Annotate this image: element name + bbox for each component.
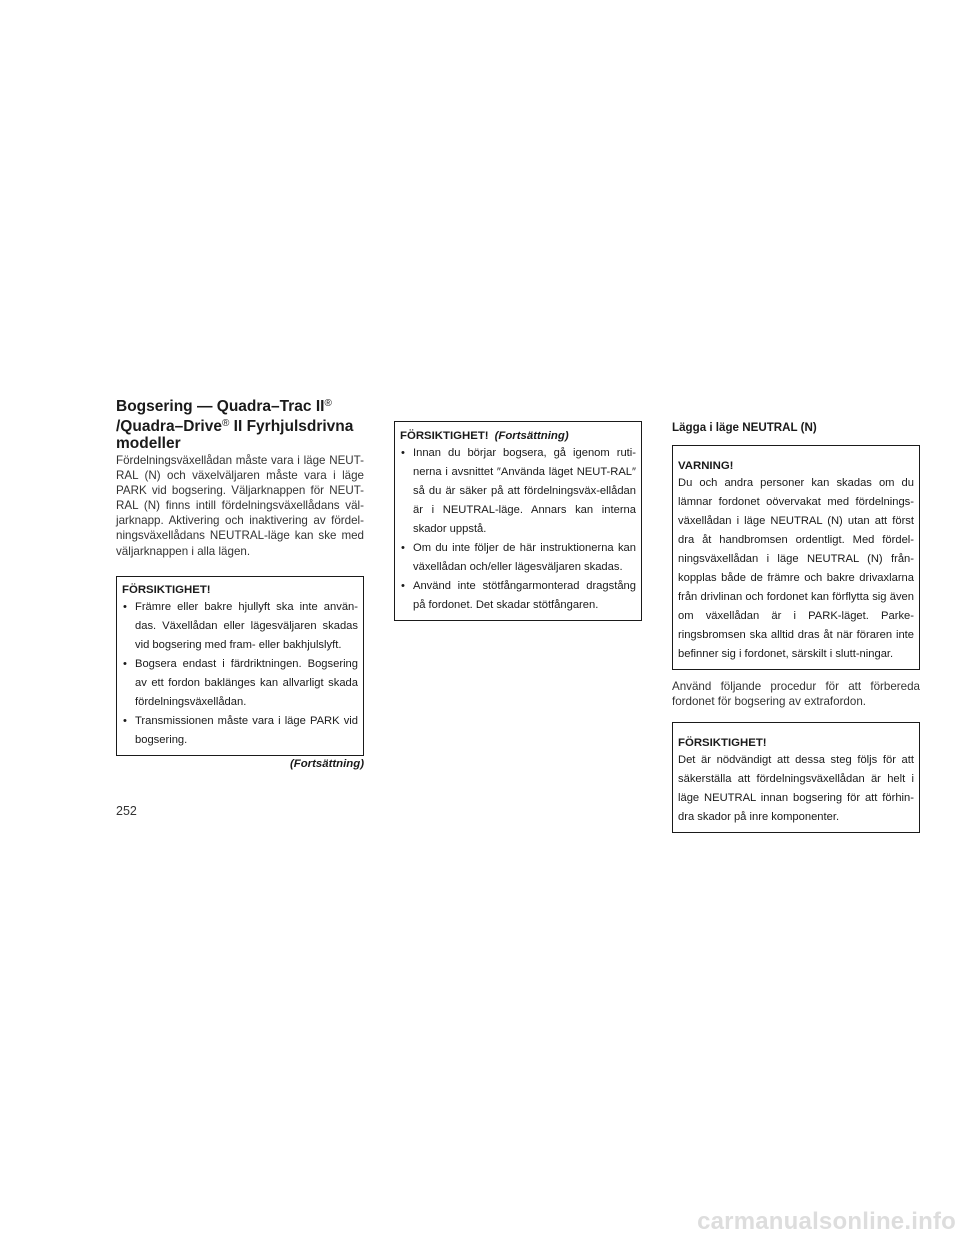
middle-column	[394, 421, 642, 621]
continued-note: (Fortsättning)	[289, 757, 364, 770]
caution-item: • Bogsera endast i färdriktningen. Bogsering av ett fordon baklänges kan allvarligt skada fördelningsväxellådan.	[122, 655, 358, 712]
caution-list	[400, 444, 636, 615]
title-line-3: modeller	[116, 435, 181, 452]
caution-title: FÖRSIKTIGHET!	[122, 583, 211, 596]
registered-mark: ®	[221, 418, 230, 429]
caution-item: • Använd inte stötfångarmonterad dragstång på fordonet. Det skadar stötfångaren.	[400, 577, 636, 615]
caution-title	[400, 429, 636, 444]
title-line-1: Bogsering — Quadra–Trac II	[116, 398, 325, 415]
right-column	[672, 421, 920, 833]
caution-list	[122, 598, 358, 750]
caution-item: • Om du inte följer de här instruktionerna kan växellådan och/eller lägesväljaren skadas.	[400, 539, 636, 577]
caution-title-text: FÖRSIKTIGHET!	[400, 430, 489, 442]
caution-box-continued	[394, 421, 642, 621]
procedure-paragraph: Använd följande procedur för att förbereda fordonet för bogsering av extrafordon.	[672, 680, 920, 709]
warning-title: VARNING!	[678, 460, 734, 472]
caution-item: • Främre eller bakre hjullyft ska inte använ-das. Växellådan eller lägesväljaren skadas vid bogsering med fram- eller bakhjulslyft.	[122, 598, 358, 655]
caution-box	[672, 722, 920, 833]
left-column	[116, 395, 364, 771]
caution-item: • Innan du börjar bogsera, gå igenom ruti-nerna i avsnittet ″Använda läget NEUT-RAL″ så du är säker på att fördelningsväx-ellådan är i NEUTRAL-läge. Annars kan interna skador uppstå.	[400, 444, 636, 539]
watermark: carmanualsonline.info	[697, 1208, 956, 1235]
caution-box	[116, 576, 364, 756]
section-title	[116, 395, 364, 452]
page-number: 252	[116, 804, 137, 818]
caution-continued-label: (Fortsättning)	[494, 430, 569, 442]
registered-mark: ®	[324, 398, 332, 409]
title-line-2a: /Quadra–Drive	[116, 418, 222, 435]
caution-title: FÖRSIKTIGHET!	[678, 737, 767, 750]
warning-text: Du och andra personer kan skadas om du lämnar fordonet oövervakat med fördelnings-växellådan i läge NEUTRAL (N) utan att först dra åt handbromsen ordentligt. Med fördel-ningsväxellådan i läge NEUTRAL (N) från-kopplas både de främre och bakre drivaxlarna från drivlinan och fordonet kan förflytta sig även om växellådan är i PARK-läget. Parke-ringsbromsen ska alltid dras åt när föraren inte befinner sig i fordonet, särskilt i slutt-ningar.	[678, 477, 914, 660]
caution-item: • Transmissionen måste vara i läge PARK vid bogsering.	[122, 712, 358, 750]
neutral-subheading: Lägga i läge NEUTRAL (N)	[672, 421, 817, 434]
caution-text: Det är nödvändigt att dessa steg följs för att säkerställa att fördelningsväxellådan är helt i läge NEUTRAL innan bogsering för att förhin-dra skador på inre komponenter.	[678, 754, 914, 824]
title-line-2b: II Fyrhjulsdrivna	[233, 418, 354, 435]
warning-box	[672, 445, 920, 670]
intro-paragraph: Fördelningsväxellådan måste vara i läge NEUT-RAL (N) och växelväljaren måste vara i läge PARK vid bogsering. Väljarknappen för NEUT-RAL (N) finns intill fördelningsväxellådans väl-jarknapp. Aktivering och inaktivering av fördel-ningsväxellådans NEUTRAL-läge kan ske med väljarknappen i alla lägen.	[116, 454, 364, 558]
